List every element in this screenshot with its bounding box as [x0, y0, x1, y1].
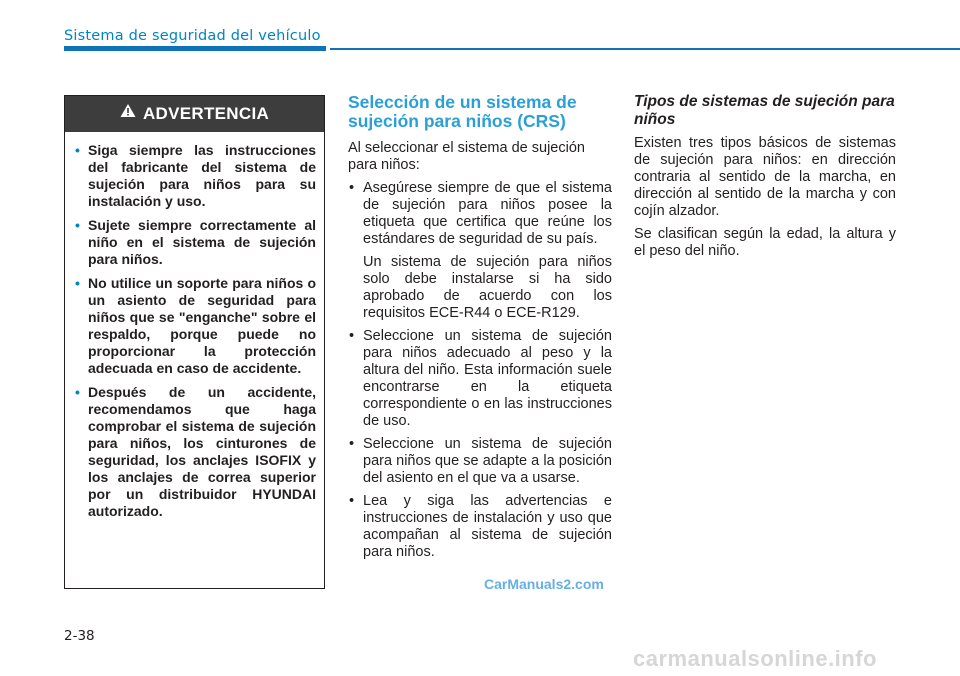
list-item	[348, 493, 612, 561]
watermark-small: CarManuals2.com	[484, 576, 604, 592]
warning-item-text: Siga siempre las instrucciones del fabricante del sistema de sujeción para niños para su instalación y uso.	[88, 142, 316, 209]
list-item-subtext: Un sistema de sujeción para niños solo debe instalarse si ha sido aprobado de acuerdo con los requisitos ECE-R44 o ECE-R129.	[363, 254, 612, 321]
warning-item-text: No utilice un soporte para niños o un asiento de seguridad para niños que se "enganche" sobre el respaldo, porque puede no proporcionar la protección adecuada en caso de accidente.	[88, 275, 316, 376]
crs-selection-heading: Selección de un sistema de sujeción para niños (CRS)	[348, 92, 577, 131]
right-column	[634, 93, 896, 260]
warning-header	[65, 96, 324, 132]
bullet-dot-icon: •	[75, 142, 80, 158]
warning-box	[64, 95, 325, 589]
middle-column	[348, 93, 612, 567]
warning-triangle-icon	[120, 103, 136, 123]
bullet-dot-icon: •	[349, 493, 355, 509]
bullet-dot-icon: •	[349, 180, 355, 196]
header-bar-accent	[64, 46, 326, 51]
warning-item	[75, 142, 316, 210]
bullet-dot-icon: •	[349, 436, 355, 452]
page-number: 2-38	[64, 628, 95, 644]
warning-item-text: Sujete siempre correctamente al niño en el sistema de sujeción para niños.	[88, 217, 316, 267]
crs-classification-paragraph: Se clasifican según la edad, la altura y el peso del niño.	[634, 226, 896, 259]
crs-intro: Al seleccionar el sistema de sujeción para niños:	[348, 140, 585, 173]
bullet-dot-icon: •	[75, 275, 80, 291]
bullet-dot-icon: •	[349, 328, 355, 344]
warning-list	[65, 132, 324, 520]
crs-types-heading: Tipos de sistemas de sujeción para niños	[634, 93, 895, 128]
warning-item	[75, 384, 316, 520]
header-rule	[330, 48, 960, 50]
watermark-large: carmanualsonline.info	[633, 646, 877, 671]
list-item	[348, 328, 612, 430]
list-item-text: Seleccione un sistema de sujeción para niños que se adapte a la posición del asiento en el que va a usarse.	[363, 436, 612, 486]
section-title: Sistema de seguridad del vehículo	[64, 28, 321, 44]
warning-item	[75, 275, 316, 377]
list-item	[348, 436, 612, 487]
bullet-dot-icon: •	[75, 217, 80, 233]
crs-bullet-list	[348, 180, 612, 561]
list-item-text: Seleccione un sistema de sujeción para niños adecuado al peso y la altura del niño. Esta información suele encontrarse en la etiqueta correspondiente o en las instrucciones de uso.	[363, 328, 612, 429]
crs-types-paragraph: Existen tres tipos básicos de sistemas de sujeción para niños: en dirección contraria al sentido de la marcha, en dirección al sentido de la marcha y con cojín alzador.	[634, 135, 896, 219]
list-item-text: Asegúrese siempre de que el sistema de sujeción para niños posee la etiqueta que certifica que reúne los estándares de seguridad de su país.	[363, 180, 612, 247]
bullet-dot-icon: •	[75, 384, 80, 400]
warning-item-text: Después de un accidente, recomendamos que haga comprobar el sistema de sujeción para niños, los cinturones de seguridad, los anclajes ISOFIX y los anclajes de correa superior por un distribuidor HYUNDAI autorizado.	[88, 384, 316, 519]
warning-title: ADVERTENCIA	[142, 104, 270, 123]
list-item	[348, 180, 612, 322]
warning-item	[75, 217, 316, 268]
list-item-text: Lea y siga las advertencias e instrucciones de instalación y uso que acompañan al sistema de sujeción para niños.	[363, 493, 612, 560]
